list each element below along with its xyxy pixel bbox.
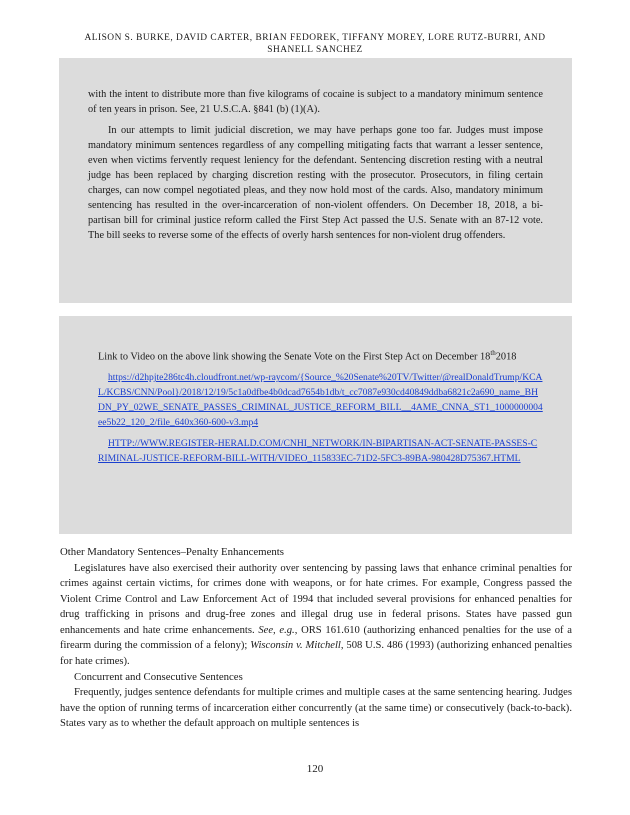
video-link-cloudfront[interactable]: https://d2hpjte286tc4h.cloudfront.net/wp-raycom/{Source_%20Senate%20TV/Twitter/@realDonaldTrump/KCAL/KCBS/CNN/Pool}/2018/12/19/5c1a0dfbe4b0dcad7654b1db/t_cc7087e930cd40849ddba6821c2a690_name_BHDN_PY_02WE_SENATE_PASSES_CRIMINAL_JUSTICE_REFORM_BILL__4AME_CNNA_ST1_1000000004ee5b22_120_2/file_640x360-600-v3.mp4 xyxy=(98,372,543,429)
video-links xyxy=(88,370,543,466)
p1-case-name: Wisconsin v. Mitchell xyxy=(250,640,341,652)
video-link-box xyxy=(59,316,572,534)
video-title-year: 2018 xyxy=(495,351,517,363)
video-title-text: Link to Video on the above link showing the Senate Vote on the First Step Act on December 18 xyxy=(98,351,491,363)
video-link-title xyxy=(88,346,543,364)
running-head: ALISON S. BURKE, DAVID CARTER, BRIAN FEDOREK, TIFFANY MOREY, LORE RUTZ-BURRI, AND SHANELL SANCHEZ xyxy=(84,33,546,55)
subsection-heading: Concurrent and Consecutive Sentences xyxy=(74,670,243,683)
page-number: 120 xyxy=(306,763,324,775)
section-paragraph-1 xyxy=(60,561,572,670)
p1-text-c: , 508 U.S. 486 (1993) (authorizing enhanced penalties for hate crimes). xyxy=(60,640,572,668)
section-paragraph-2: Frequently, judges sentence defendants for multiple crimes and multiple cases at the same sentencing hearing. Judges have the option of running terms of incarceration either concurrently (at the same time) or consecutively (back-to-back). States vary as to whether the default approach on multiple sentences is xyxy=(60,687,572,730)
video-link-register-herald[interactable]: HTTP://WWW.REGISTER-HERALD.COM/CNHI_NETWORK/IN-BIPARTISAN-ACT-SENATE-PASSES-CRIMINAL-JUSTICE-REFORM-BILL-WITH/VIDEO_115833EC-71D2-5FC3-89BA-980428D75367.HTML xyxy=(98,438,538,465)
box-paragraph-2: In our attempts to limit judicial discretion, we may have perhaps gone too far. Judges must impose mandatory minimum sentences regardless of any compelling mitigating facts that warrant a lesser sentence, even when victims fervently request leniency for the defendant. Sentencing discretion resting with a neutral judge has been replaced by charging discretion resting with the prosecutor. Prosecutors, in filing certain charges, can now compel negotiated pleas, and they now hold most of the cards. Also, mandatory minimum sentencing has resulted in the over-incarceration of non-violent offenders. On December 18, 2018, a bi-partisan bill for criminal justice reform called the First Step Act passed the U.S. Senate with an 87-12 vote. The bill seeks to reverse some of the effects of overly harsh sentences for non-violent drug offenders. xyxy=(88,125,543,241)
p1-see-eg: See, e.g. xyxy=(258,624,295,636)
p1-text-a: Legislatures have also exercised their authority over sentencing by passing laws that enhance criminal penalties for crimes against certain victims, for crimes done with weapons, or for hate crimes. For example, Congress passed the Violent Crime Control and Law Enforcement Act of 1994 that included several provisions for enhanced penalties for drug trafficking in prisons and drug-free zones and illegal drug use in federal prisons. States have passed gun enhancements and hate crime enhancements. xyxy=(60,562,572,636)
video-title-sup: th xyxy=(490,349,496,357)
main-body xyxy=(60,545,572,732)
box-paragraph-1: with the intent to distribute more than five kilograms of cocaine is subject to a mandatory minimum sentence of ten years in prison. See, 21 U.S.C.A. §841 (b) (1)(A). xyxy=(88,89,543,115)
p1-text-b: , ORS 161.610 (authorizing enhanced penalties for the use of a firearm during the commission of a felony); xyxy=(60,624,572,652)
section-heading: Other Mandatory Sentences–Penalty Enhancements xyxy=(60,546,284,558)
quote-box-mandatory-minimums xyxy=(59,58,572,303)
